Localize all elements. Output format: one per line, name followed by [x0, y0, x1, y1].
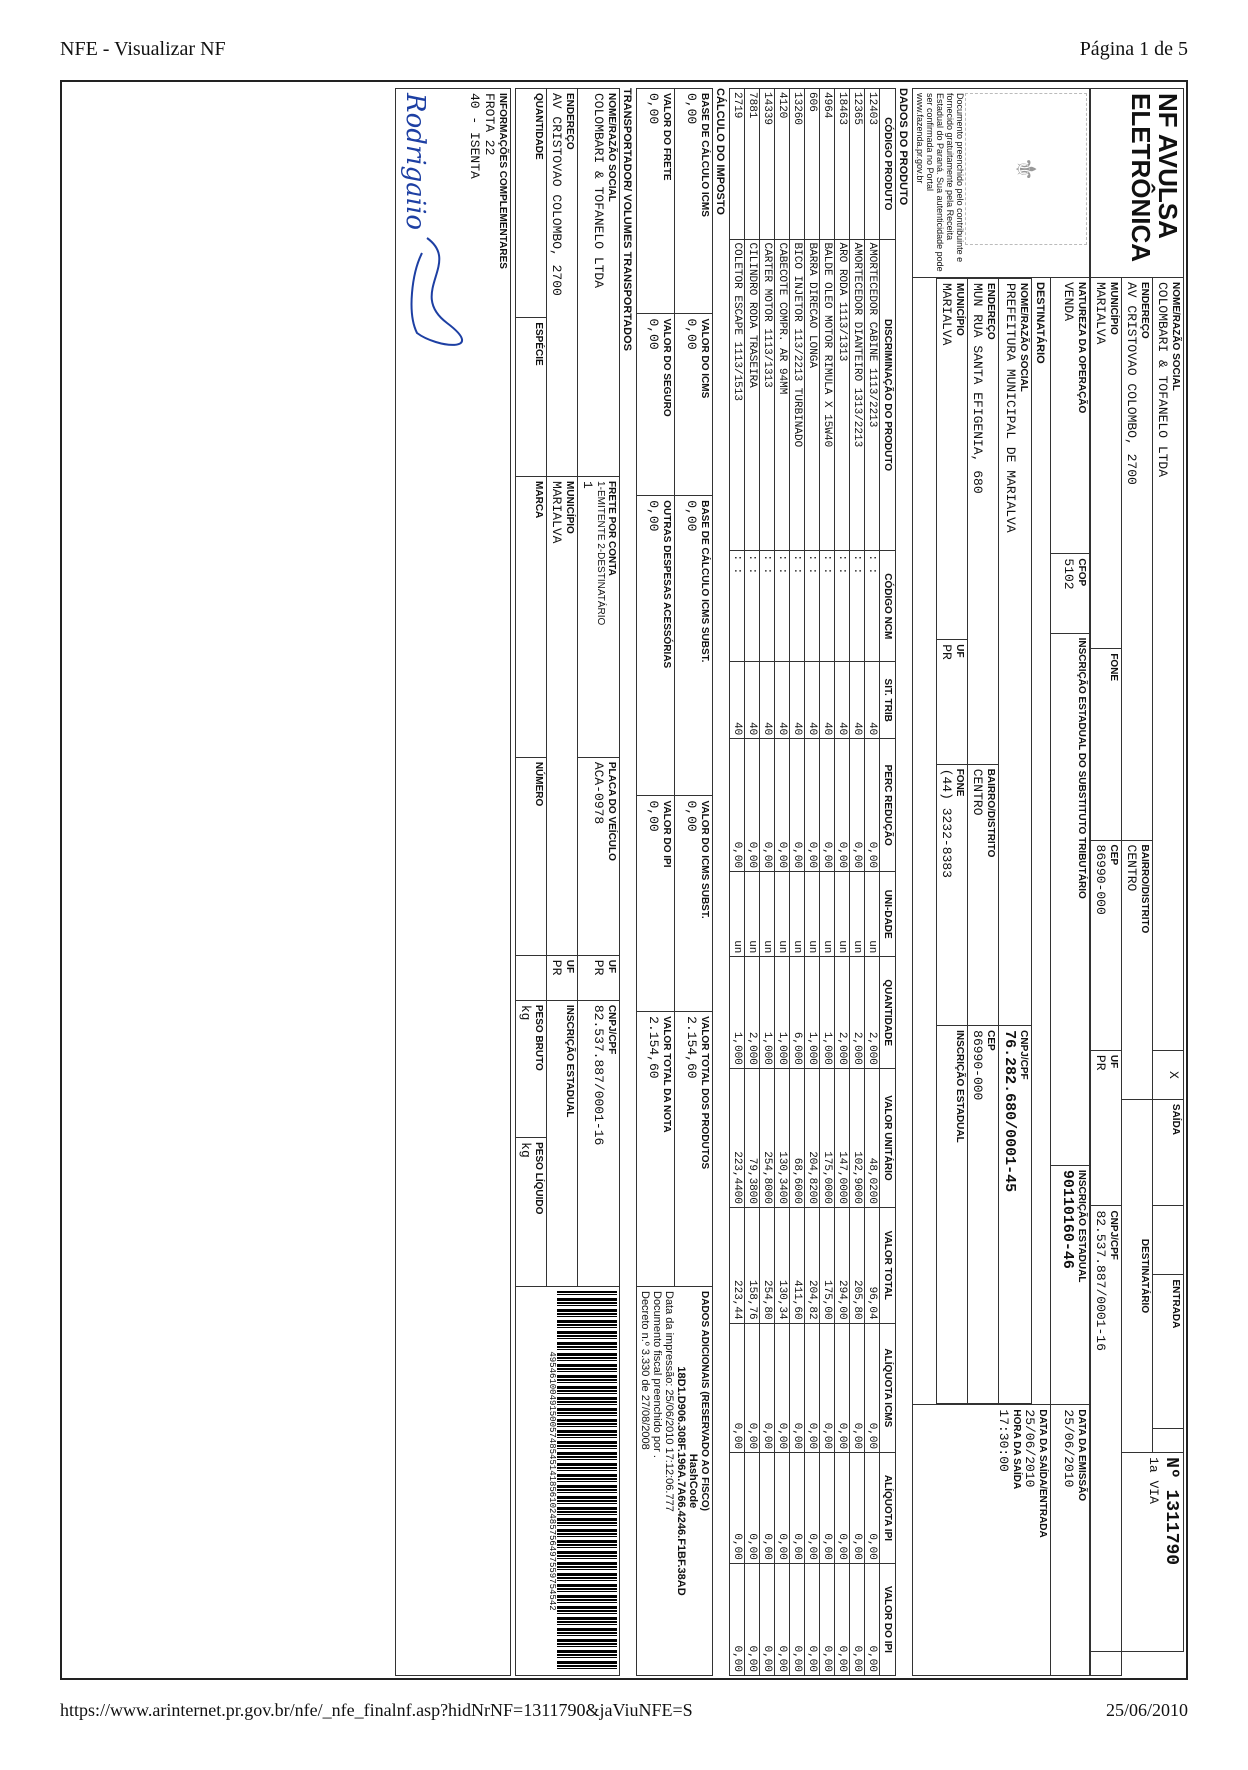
table-cell: 606 [805, 89, 820, 240]
nf-title-2: ELETRÔNICA [1125, 93, 1156, 262]
table-cell: 254,80 [760, 1208, 775, 1324]
saida-datetime-cell: DATA DA SAÍDA/ENTRADA 25/06/2010 HORA DA SAÍDA 17:30:00 [913, 1405, 1051, 1676]
table-cell: 204,82 [805, 1208, 820, 1324]
table-cell: 223,4400 [730, 1068, 745, 1207]
produtos-header-row [880, 89, 896, 1676]
table-cell: un [790, 872, 805, 957]
via: 1a VIA [1146, 1457, 1161, 1504]
invoice-rotated-content [62, 82, 1190, 1682]
parana-seal-icon: ⚜ [965, 93, 1087, 245]
table-cell: 0,00 [850, 1323, 865, 1453]
table-cell: 175,00 [820, 1208, 835, 1324]
table-cell: 40 [850, 662, 865, 739]
number-cell: Nº 1311790 1a VIA [1122, 1453, 1184, 1652]
table-cell: 0,00 [820, 1323, 835, 1453]
table-cell: un [820, 872, 835, 957]
table-cell: : : [835, 551, 850, 662]
produtos-column-header: PERC REDUÇÃO [880, 739, 896, 872]
table-cell: 0,00 [730, 1563, 745, 1675]
table-row [760, 89, 775, 1676]
table-cell: 0,00 [730, 1453, 745, 1564]
table-row [820, 89, 835, 1676]
produtos-column-header: VALOR TOTAL [880, 1208, 896, 1324]
table-cell: 0,00 [790, 1563, 805, 1675]
info-complementares-table: INFORMAÇÕES COMPLEMENTARES FROTA 22 40 - ISENTA Rodrigaiio [395, 88, 511, 1676]
emitente-nome: COLOMBARI & TOFANELO LTDA [1155, 282, 1170, 478]
produtos-column-header: UNI-DADE [880, 872, 896, 957]
table-cell: 96,04 [865, 1208, 880, 1324]
destinatario-cell: DESTINATÁRIO NOME/RAZÃO SOCIAL PREFEITURA MUNICIPAL DE MARIALVA CNPJ/CPF 76.282.680/0001-45 ENDEREÇO MUN RUA SANTA EFIGENIA, 680 BAIRRO/DISTRITO CENTRO CEP 86990-000 MUNICÍPIO MARIALVA UF PR FONE (44) 3232-8383 INSCRIÇÃO ESTADUAL [913, 278, 1051, 1405]
table-cell: : : [730, 551, 745, 662]
handwritten-signature: Rodrigaiio [400, 93, 430, 231]
table-cell: 0,00 [850, 1453, 865, 1564]
produtos-column-header: QUANTIDADE [880, 957, 896, 1069]
table-cell: BARRA DIRECAO LONGA [805, 239, 820, 551]
produtos-column-header: VALOR UNITÁRIO [880, 1068, 896, 1207]
table-cell: COLETOR ESCAPE 1113/1513 [730, 239, 745, 551]
emitente-end: AV CRISTOVAO COLOMBO, 2700 [1124, 282, 1139, 485]
table-cell: 102,9000 [850, 1068, 865, 1207]
signature-scribble-icon [407, 233, 467, 353]
table-cell: 0,00 [790, 1453, 805, 1564]
emitente-cnpj-cell: CNPJ/CPF 82.537.887/0001-16 [1091, 1206, 1122, 1652]
imposto-section-title: CÁLCULO DO IMPOSTO [714, 88, 726, 215]
table-cell: 0,00 [820, 1453, 835, 1564]
table-cell: : : [865, 551, 880, 662]
table-cell: 0,00 [760, 739, 775, 872]
table-cell: 0,00 [805, 1323, 820, 1453]
natureza-cell: NATUREZA DA OPERAÇÃO VENDA [1050, 278, 1089, 554]
table-cell: 6,000 [790, 957, 805, 1069]
seal-and-note-cell [913, 89, 1090, 278]
table-cell: 68,6000 [790, 1068, 805, 1207]
produtos-column-header: ALÍQUOTA IPI [880, 1453, 896, 1564]
produtos-column-header: CÓDIGO NCM [880, 551, 896, 662]
table-cell: 0,00 [835, 1453, 850, 1564]
table-cell: 0,00 [790, 739, 805, 872]
table-cell: 0,00 [730, 1323, 745, 1453]
table-cell: AMORTECEDOR CABINE 1113/2213 [865, 239, 880, 551]
emitente-bairro-cell: BAIRRO/DISTRITO CENTRO [1122, 840, 1153, 1099]
table-cell: CARTER MOTOR 1113/1313 [760, 239, 775, 551]
table-cell: un [805, 872, 820, 957]
table-cell: 0,00 [850, 739, 865, 872]
table-cell: 2,000 [745, 957, 760, 1069]
table-cell: 40 [805, 662, 820, 739]
table-cell: 40 [745, 662, 760, 739]
transportador-section-title: TRANSPORTADOR/ VOLUMES TRANSPORTADOS [621, 88, 633, 351]
table-cell: 0,00 [805, 739, 820, 872]
emitente-end-cell: ENDEREÇO AV CRISTOVAO COLOMBO, 2700 [1122, 278, 1153, 841]
table-cell: 158,76 [745, 1208, 760, 1324]
table-cell: 0,00 [805, 1563, 820, 1675]
print-title: NFE - Visualizar NF [60, 38, 226, 60]
table-cell: 13260 [790, 89, 805, 240]
transportador-table: NOME/RAZÃO SOCIAL COLOMBARI & TOFANELO LTDA FRETE POR CONTA 1-EMITENTE 2-DESTINATÁRIO 1 PLACA DO VEÍCULO ACA-0978 UF PR CNPJ/CPF 82.537.887/0001-16 495461004915005748545141856102485756497559754542 ENDEREÇO AV CRISTOVAO COLOMBO, 2700 MUNICÍPIO MARIALVA UF PR INSCRIÇÃO ESTADUAL QUANTIDADE ESPÉCIE MARCA NÚMERO PESO BRUTO kg PESO LÍQUIDO kg [515, 88, 620, 1676]
produtos-column-header: SIT. TRIB [880, 662, 896, 739]
table-cell: 40 [820, 662, 835, 739]
total-nota: 2.154,60 [646, 1016, 661, 1079]
table-cell: un [760, 872, 775, 957]
table-cell: 14339 [760, 89, 775, 240]
table-cell: 0,00 [760, 1453, 775, 1564]
table-cell: : : [745, 551, 760, 662]
table-cell: 294,00 [835, 1208, 850, 1324]
saida-label-cell: SAÍDA [1153, 1099, 1184, 1206]
table-row [745, 89, 760, 1676]
table-cell: 205,80 [850, 1208, 865, 1324]
imposto-table: BASE DE CÁLCULO ICMS 0,00 VALOR DO ICMS 0,00 BASE DE CÁLCULO ICMS SUBST. 0,00 VALOR DO ICMS SUBST. 0,00 VALOR TOTAL DOS PRODUTOS 2.154,60 DADOS ADICIONAIS (RESERVADO AO FISCO) HashCode 18D1.D906.308F.196A.7A66.4246.F1BF.38AD Data da impressão: 25/06/2010 17:12:06.777 Documento fiscal preenchido por . Decreto n.º 3.330 de 27/08/2008 VALOR DO FRETE 0,00 VALOR DO SEGURO 0,00 OUTRAS DESPESAS ACESSÓRIAS 0,00 VALOR DO IPI 0,00 VALOR TOTAL DA NOTA 2.154,60 [636, 88, 713, 1676]
table-cell: ARO RODA 1113/1313 [835, 239, 850, 551]
table-cell: un [775, 872, 790, 957]
browser-print-header [60, 38, 1188, 61]
table-cell: 2,000 [850, 957, 865, 1069]
table-cell: : : [760, 551, 775, 662]
table-cell: 0,00 [745, 1453, 760, 1564]
table-cell: un [730, 872, 745, 957]
table-cell: 12403 [865, 89, 880, 240]
table-cell: 40 [835, 662, 850, 739]
table-cell: 4964 [820, 89, 835, 240]
table-cell: 0,00 [745, 739, 760, 872]
destinatario-nome: PREFEITURA MUNICIPAL DE MARIALVA [1002, 283, 1018, 533]
table-cell: un [745, 872, 760, 957]
table-cell: 0,00 [775, 739, 790, 872]
operacao-table [912, 88, 1090, 1676]
table-cell: 0,00 [835, 1323, 850, 1453]
destinatario-table: NOME/RAZÃO SOCIAL PREFEITURA MUNICIPAL DE MARIALVA CNPJ/CPF 76.282.680/0001-45 ENDEREÇO MUN RUA SANTA EFIGENIA, 680 BAIRRO/DISTRITO CENTRO CEP 86990-000 MUNICÍPIO MARIALVA UF PR FONE (44) 3232-8383 INSCRIÇÃO ESTADUAL [936, 278, 1032, 1404]
title-cell [1091, 89, 1184, 278]
emitente-uf-cell: UF PR [1091, 1050, 1122, 1206]
barcode-cell [516, 1287, 620, 1676]
table-cell: 0,00 [730, 739, 745, 872]
table-cell: BALDE OLEO MOTOR RIMULA X 15W40 [820, 239, 835, 551]
table-cell: 0,00 [850, 1563, 865, 1675]
table-cell: 12365 [850, 89, 865, 240]
table-cell: 0,00 [820, 1563, 835, 1675]
adicionais-cell: DADOS ADICIONAIS (RESERVADO AO FISCO) HashCode 18D1.D906.308F.196A.7A66.4246.F1BF.38AD Data da impressão: 25/06/2010 17:12:06.777 Documento fiscal preenchido por . Decreto n.º 3.330 de 27/08/2008 [637, 1287, 713, 1676]
table-cell: 40 [730, 662, 745, 739]
table-cell: 130,34 [775, 1208, 790, 1324]
table-cell: 2,000 [835, 957, 850, 1069]
table-row [775, 89, 790, 1676]
table-cell: 0,00 [835, 1563, 850, 1675]
table-cell: 130,3400 [775, 1068, 790, 1207]
table-cell: CABECOTE COMPR. AR 94MM [775, 239, 790, 551]
authenticity-note: Documento preenchido pelo contribuinte e fornecido gratuitamente pela Receita Estadual do Paraná. Sua autenticidade pode ser confirmada no Portal www.fazenda.pr.gov.br [915, 93, 965, 272]
table-cell: 254,8000 [760, 1068, 775, 1207]
barcode-icon [557, 1291, 617, 1671]
table-cell: 1,000 [760, 957, 775, 1069]
emissao-cell: DATA DA EMISSÃO 25/06/2010 [1050, 1405, 1089, 1676]
emitente-fone-cell: FONE [1091, 649, 1122, 840]
table-cell: 40 [790, 662, 805, 739]
produtos-column-header: DISCRIMINAÇÃO DO PRODUTO [880, 239, 896, 551]
saida-box: X [1153, 1050, 1184, 1099]
table-cell: : : [775, 551, 790, 662]
ie-cell: INSCRIÇÃO ESTADUAL 90110160-46 [1050, 1165, 1089, 1405]
hash-code: 18D1.D906.308F.196A.7A66.4246.F1BF.38AD [675, 1366, 687, 1596]
table-cell: un [850, 872, 865, 957]
table-cell: 2,000 [865, 957, 880, 1069]
table-cell: 204,8200 [805, 1068, 820, 1207]
table-cell: 40 [760, 662, 775, 739]
table-cell: un [865, 872, 880, 957]
nf-number: 1311790 [1161, 1489, 1181, 1566]
table-row [790, 89, 805, 1676]
table-row [805, 89, 820, 1676]
destinatario-flag-cell: DESTINATÁRIO [1122, 1099, 1153, 1452]
emitente-nome-cell: NOME/RAZÃO SOCIAL COLOMBARI & TOFANELO LTDA [1153, 278, 1184, 1051]
print-url: https://www.arinternet.pr.gov.br/nfe/_nfe_finalnf.asp?hidNrNF=1311790&jaViuNFE=S [60, 1700, 693, 1720]
table-cell: 147,0000 [835, 1068, 850, 1207]
table-cell: AMORTECEDOR DIANTEIRO 1313/2213 [850, 239, 865, 551]
table-cell: 0,00 [865, 1563, 880, 1675]
destinatario-cnpj: 76.282.680/0001-45 [1000, 1030, 1018, 1193]
table-cell: 1,000 [820, 957, 835, 1069]
table-row [850, 89, 865, 1676]
produtos-column-header: ALÍQUOTA ICMS [880, 1323, 896, 1453]
table-cell: 0,00 [775, 1323, 790, 1453]
total-produtos: 2.154,60 [684, 1016, 699, 1079]
produtos-column-header: CÓDIGO PRODUTO [880, 89, 896, 240]
table-cell: 0,00 [790, 1323, 805, 1453]
table-cell: 0,00 [820, 739, 835, 872]
print-page-number: Página 1 de 5 [1079, 38, 1188, 60]
table-cell: 0,00 [865, 1323, 880, 1453]
table-cell: : : [850, 551, 865, 662]
table-cell: 2719 [730, 89, 745, 240]
table-cell: : : [790, 551, 805, 662]
table-cell: 223,44 [730, 1208, 745, 1324]
browser-print-footer [60, 1700, 1188, 1721]
emitente-mun-cell: MUNICÍPIO MARIALVA [1091, 278, 1122, 649]
table-cell: 79,3800 [745, 1068, 760, 1207]
table-cell: 175,0000 [820, 1068, 835, 1207]
table-cell: 411,60 [790, 1208, 805, 1324]
header-table [1090, 88, 1184, 1676]
table-cell: 7881 [745, 89, 760, 240]
table-row [730, 89, 745, 1676]
table-cell: 1,000 [805, 957, 820, 1069]
table-cell: 0,00 [775, 1563, 790, 1675]
table-cell: 18463 [835, 89, 850, 240]
table-cell: 0,00 [760, 1323, 775, 1453]
produtos-body [730, 89, 880, 1676]
table-cell: 0,00 [775, 1453, 790, 1564]
ie-st-cell: INSCRIÇÃO ESTADUAL DO SUBSTITUTO TRIBUTÁRIO [1050, 633, 1089, 1165]
table-row [835, 89, 850, 1676]
table-cell: 1,000 [775, 957, 790, 1069]
table-cell: un [835, 872, 850, 957]
table-row [865, 89, 880, 1676]
table-cell: : : [820, 551, 835, 662]
table-cell: 0,00 [865, 739, 880, 872]
table-cell: 1,000 [730, 957, 745, 1069]
barcode-number: 495461004915005748545141856102485756497559754542 [547, 1351, 557, 1611]
entrada-label-cell: ENTRADA [1153, 1275, 1184, 1429]
table-cell: 0,00 [745, 1323, 760, 1453]
table-cell: 0,00 [805, 1453, 820, 1564]
table-cell: 0,00 [745, 1563, 760, 1675]
produtos-table [729, 88, 896, 1676]
table-cell: 40 [865, 662, 880, 739]
nf-title-1: NF AVULSA [1153, 93, 1183, 239]
table-cell: BICO INJETOR 113/2213 TURBINADO [790, 239, 805, 551]
cfop-cell: CFOP 5102 [1050, 554, 1089, 633]
table-cell: : : [805, 551, 820, 662]
table-cell: 0,00 [865, 1453, 880, 1564]
produtos-column-header: VALOR DO IPI [880, 1563, 896, 1675]
table-cell: CILINDRO RODA TRASEIRA [745, 239, 760, 551]
emitente-cep-cell: CEP 86990-000 [1091, 840, 1122, 1050]
table-cell: 0,00 [760, 1563, 775, 1675]
invoice-document [60, 80, 1188, 1680]
table-cell: 40 [775, 662, 790, 739]
print-date: 25/06/2010 [1105, 1700, 1188, 1720]
table-cell: 4120 [775, 89, 790, 240]
table-cell: 0,00 [835, 739, 850, 872]
table-cell: 48,0200 [865, 1068, 880, 1207]
produtos-section-title: DADOS DO PRODUTO [897, 88, 909, 206]
